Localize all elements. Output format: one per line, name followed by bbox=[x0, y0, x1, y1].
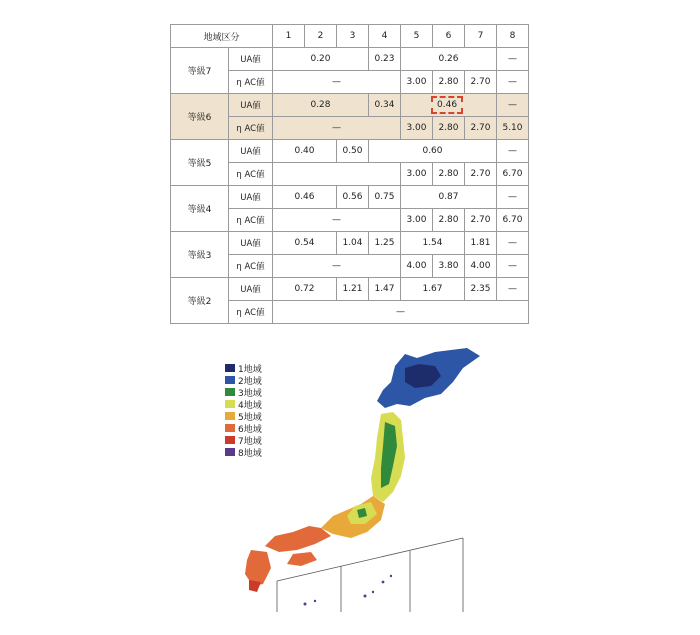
eta-value: — bbox=[273, 255, 401, 278]
eta-value: 2.80 bbox=[433, 71, 465, 94]
eta-value: 3.00 bbox=[401, 117, 433, 140]
eta-value: — bbox=[273, 71, 401, 94]
region-col-2: 2 bbox=[305, 25, 337, 48]
ua-label: UA値 bbox=[229, 232, 273, 255]
region-col-5: 5 bbox=[401, 25, 433, 48]
inset-frame bbox=[277, 538, 463, 612]
ua-value: 0.23 bbox=[369, 48, 401, 71]
eta-value: 2.70 bbox=[465, 117, 497, 140]
legend-label: 3地域 bbox=[238, 388, 262, 399]
western-honshu bbox=[265, 526, 331, 552]
legend-label: 4地域 bbox=[238, 400, 262, 411]
eta-value: — bbox=[273, 117, 401, 140]
ua-value: 0.75 bbox=[369, 186, 401, 209]
ua-value: 0.72 bbox=[273, 278, 337, 301]
region-col-7: 7 bbox=[465, 25, 497, 48]
legend-item-3 bbox=[225, 386, 262, 398]
legend-swatch bbox=[225, 412, 235, 420]
eta-value: 3.00 bbox=[401, 163, 433, 186]
eta-value: 3.00 bbox=[401, 71, 433, 94]
kyushu bbox=[245, 550, 271, 586]
ua-value: 0.34 bbox=[369, 94, 401, 117]
eta-label: η AC値 bbox=[229, 117, 273, 140]
eta-value-empty bbox=[273, 163, 401, 186]
grade3-ua-row bbox=[171, 232, 529, 255]
legend-item-4 bbox=[225, 398, 262, 410]
ua-value: 0.60 bbox=[369, 140, 497, 163]
eta-value: — bbox=[497, 71, 529, 94]
region-col-6: 6 bbox=[433, 25, 465, 48]
legend-swatch bbox=[225, 436, 235, 444]
grade2-ua-row bbox=[171, 278, 529, 301]
legend-swatch bbox=[225, 364, 235, 372]
eta-value: 5.10 bbox=[497, 117, 529, 140]
legend-swatch bbox=[225, 448, 235, 456]
ua-value: 1.54 bbox=[401, 232, 465, 255]
eta-value: 2.70 bbox=[465, 71, 497, 94]
legend-label: 7地域 bbox=[238, 436, 262, 447]
ua-label: UA値 bbox=[229, 186, 273, 209]
legend-swatch bbox=[225, 424, 235, 432]
legend-item-1 bbox=[225, 362, 262, 374]
eta-value: 4.00 bbox=[401, 255, 433, 278]
okinawa-islands bbox=[304, 575, 393, 606]
ua-label: UA値 bbox=[229, 48, 273, 71]
eta-value: 3.00 bbox=[401, 209, 433, 232]
legend-item-6 bbox=[225, 422, 262, 434]
ua-label: UA値 bbox=[229, 94, 273, 117]
grade3-label: 等級3 bbox=[171, 232, 229, 278]
eta-label: η AC値 bbox=[229, 163, 273, 186]
eta-value: — bbox=[273, 209, 401, 232]
ua-value: 1.04 bbox=[337, 232, 369, 255]
eta-value: 6.70 bbox=[497, 209, 529, 232]
grade5-label: 等級5 bbox=[171, 140, 229, 186]
eta-label: η AC値 bbox=[229, 255, 273, 278]
grade7-label: 等級7 bbox=[171, 48, 229, 94]
legend-swatch bbox=[225, 388, 235, 396]
eta-value: — bbox=[273, 301, 529, 324]
grade7-ua-row bbox=[171, 48, 529, 71]
legend-swatch bbox=[225, 376, 235, 384]
highlight-box: 0.46 bbox=[431, 96, 463, 114]
ua-value-highlighted bbox=[401, 94, 497, 117]
grade4-ua-row bbox=[171, 186, 529, 209]
ua-value: — bbox=[497, 48, 529, 71]
legend-swatch bbox=[225, 400, 235, 408]
shikoku bbox=[287, 552, 317, 566]
legend-label: 6地域 bbox=[238, 424, 262, 435]
eta-label: η AC値 bbox=[229, 301, 273, 324]
ua-value: — bbox=[497, 278, 529, 301]
ua-value: — bbox=[497, 186, 529, 209]
ua-value: 0.40 bbox=[273, 140, 337, 163]
kyushu-south bbox=[249, 580, 261, 592]
region-col-4: 4 bbox=[369, 25, 401, 48]
insulation-grade-table bbox=[170, 24, 529, 324]
legend-item-7 bbox=[225, 434, 262, 446]
header-row bbox=[171, 25, 529, 48]
eta-value: 2.70 bbox=[465, 209, 497, 232]
eta-value: 4.00 bbox=[465, 255, 497, 278]
eta-value: 2.80 bbox=[433, 209, 465, 232]
ua-value: 2.35 bbox=[465, 278, 497, 301]
region-col-3: 3 bbox=[337, 25, 369, 48]
grade4-label: 等級4 bbox=[171, 186, 229, 232]
legend-label: 8地域 bbox=[238, 448, 262, 459]
grade6-ua-row bbox=[171, 94, 529, 117]
legend-item-2 bbox=[225, 374, 262, 386]
ua-value: 1.81 bbox=[465, 232, 497, 255]
eta-value: 2.70 bbox=[465, 163, 497, 186]
eta-label: η AC値 bbox=[229, 71, 273, 94]
ua-label: UA値 bbox=[229, 278, 273, 301]
ua-value: 1.47 bbox=[369, 278, 401, 301]
map-legend bbox=[225, 362, 262, 458]
ua-value: 0.28 bbox=[273, 94, 369, 117]
grade6-label: 等級6 bbox=[171, 94, 229, 140]
ua-value: 1.21 bbox=[337, 278, 369, 301]
ua-value: 1.67 bbox=[401, 278, 465, 301]
region-header-label: 地域区分 bbox=[171, 25, 273, 48]
ua-value: 0.26 bbox=[401, 48, 497, 71]
region-col-8: 8 bbox=[497, 25, 529, 48]
legend-label: 2地域 bbox=[238, 376, 262, 387]
grade5-ua-row bbox=[171, 140, 529, 163]
grade2-label: 等級2 bbox=[171, 278, 229, 324]
legend-label: 1地域 bbox=[238, 364, 262, 375]
ua-value: 0.87 bbox=[401, 186, 497, 209]
legend-item-5 bbox=[225, 410, 262, 422]
eta-value: — bbox=[497, 255, 529, 278]
eta-value: 6.70 bbox=[497, 163, 529, 186]
ua-value: 0.20 bbox=[273, 48, 369, 71]
eta-value: 2.80 bbox=[433, 163, 465, 186]
legend-label: 5地域 bbox=[238, 412, 262, 423]
eta-label: η AC値 bbox=[229, 209, 273, 232]
region-col-1: 1 bbox=[273, 25, 305, 48]
ua-label: UA値 bbox=[229, 140, 273, 163]
ua-value: — bbox=[497, 94, 529, 117]
eta-value: 3.80 bbox=[433, 255, 465, 278]
ua-value: 0.46 bbox=[273, 186, 337, 209]
ua-value: 0.50 bbox=[337, 140, 369, 163]
legend-item-8 bbox=[225, 446, 262, 458]
ua-value: 1.25 bbox=[369, 232, 401, 255]
ua-value: 0.54 bbox=[273, 232, 337, 255]
eta-value: 2.80 bbox=[433, 117, 465, 140]
ua-value: 0.56 bbox=[337, 186, 369, 209]
ua-value: — bbox=[497, 140, 529, 163]
ua-value: — bbox=[497, 232, 529, 255]
